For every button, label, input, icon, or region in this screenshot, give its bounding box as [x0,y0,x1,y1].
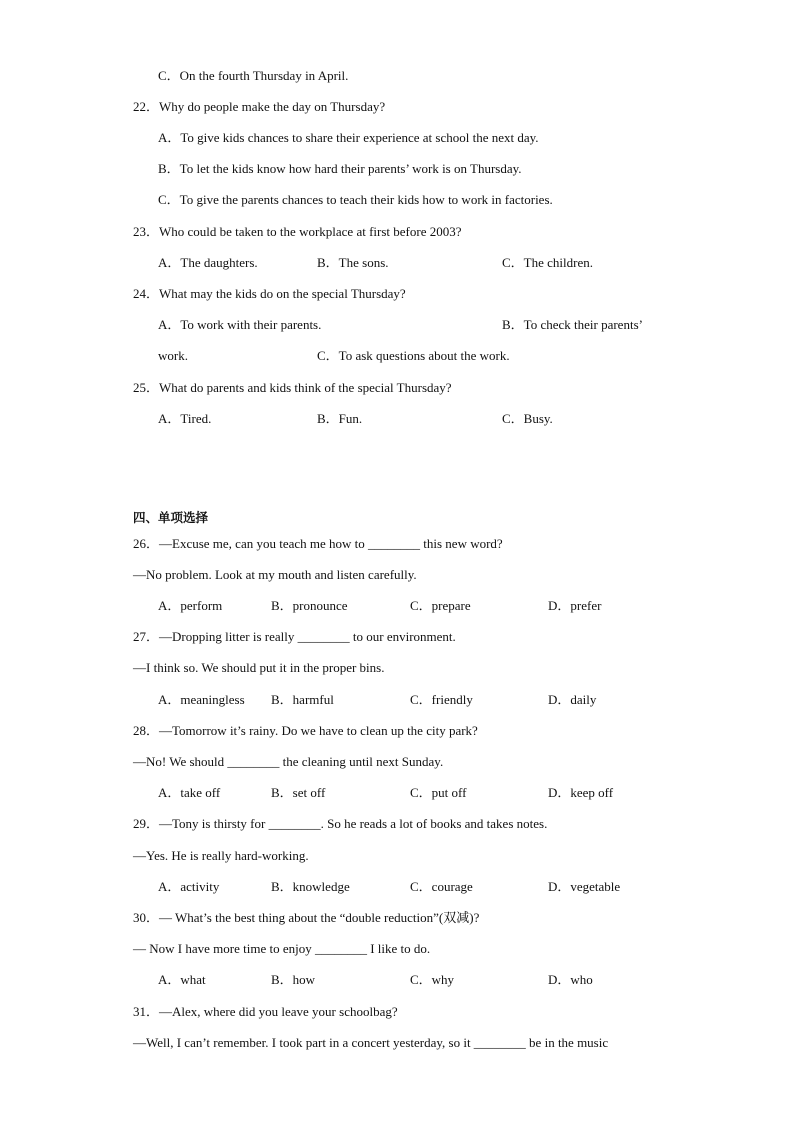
q30-option-a[interactable]: A．what [158,972,206,987]
q28-prompt: 28．—Tomorrow it’s rainy. Do we have to clean up the city park? [133,723,478,738]
q27-option-d[interactable]: D．daily [548,692,597,707]
q30-option-b[interactable]: B．how [271,972,316,987]
q27-option-b[interactable]: B．harmful [271,692,334,707]
q23-option-b[interactable]: B．The sons. [317,255,389,270]
q31-prompt: 31．—Alex, where did you leave your schoolbag? [133,1004,398,1019]
q23-question: 23．Who could be taken to the workplace at first before 2003? [133,224,462,239]
q28-option-d[interactable]: D．keep off [548,785,614,800]
q27-option-a[interactable]: A．meaningless [158,692,245,707]
q26-option-d[interactable]: D．prefer [548,598,602,613]
q29-option-c[interactable]: C．courage [410,879,473,894]
q21-option-c[interactable]: C．On the fourth Thursday in April. [158,68,349,83]
q26-option-b[interactable]: B．pronounce [271,598,348,613]
q25-option-a[interactable]: A．Tired. [158,411,212,426]
q26-option-c[interactable]: C．prepare [410,598,471,613]
q28-option-b[interactable]: B．set off [271,785,326,800]
q26-reply: —No problem. Look at my mouth and listen carefully. [133,567,417,582]
q24-option-a[interactable]: A．To work with their parents. [158,317,322,332]
q25-option-b[interactable]: B．Fun. [317,411,363,426]
q27-reply: —I think so. We should put it in the proper bins. [133,660,385,675]
q22-question: 22．Why do people make the day on Thursday? [133,99,386,114]
q29-option-b[interactable]: B．knowledge [271,879,350,894]
q25-option-c[interactable]: C．Busy. [502,411,553,426]
q24-option-b[interactable]: B．To check their parents’ [502,317,643,332]
q24-option-b-continued: work. [158,348,188,363]
q24-option-c[interactable]: C．To ask questions about the work. [317,348,510,363]
q22-option-c[interactable]: C．To give the parents chances to teach their kids how to work in factories. [158,192,553,207]
q30-prompt: 30．— What’s the best thing about the “double reduction”(双减)? [133,910,480,925]
q29-option-a[interactable]: A．activity [158,879,220,894]
q30-reply: — Now I have more time to enjoy ________ I like to do. [133,941,431,956]
q26-option-a[interactable]: A．perform [158,598,223,613]
q28-reply: —No! We should ________ the cleaning until next Sunday. [133,754,444,769]
q22-option-b[interactable]: B．To let the kids know how hard their parents’ work is on Thursday. [158,161,522,176]
q25-question: 25．What do parents and kids think of the special Thursday? [133,380,452,395]
q31-reply: —Well, I can’t remember. I took part in a concert yesterday, so it ________ be in the music [133,1035,609,1050]
q22-option-a[interactable]: A．To give kids chances to share their experience at school the next day. [158,130,539,145]
q23-option-c[interactable]: C．The children. [502,255,593,270]
q29-reply: —Yes. He is really hard-working. [133,848,309,863]
q27-option-c[interactable]: C．friendly [410,692,473,707]
q28-option-a[interactable]: A．take off [158,785,221,800]
q30-option-c[interactable]: C．why [410,972,455,987]
q27-prompt: 27．—Dropping litter is really ________ to our environment. [133,629,456,644]
q24-question: 24．What may the kids do on the special Thursday? [133,286,406,301]
q23-option-a[interactable]: A．The daughters. [158,255,258,270]
q30-option-d[interactable]: D．who [548,972,593,987]
section-heading: 四、单项选择 [133,510,209,525]
q29-option-d[interactable]: D．vegetable [548,879,621,894]
q28-option-c[interactable]: C．put off [410,785,467,800]
q26-prompt: 26．—Excuse me, can you teach me how to ________ this new word? [133,536,503,551]
q29-prompt: 29．—Tony is thirsty for ________. So he reads a lot of books and takes notes. [133,816,548,831]
